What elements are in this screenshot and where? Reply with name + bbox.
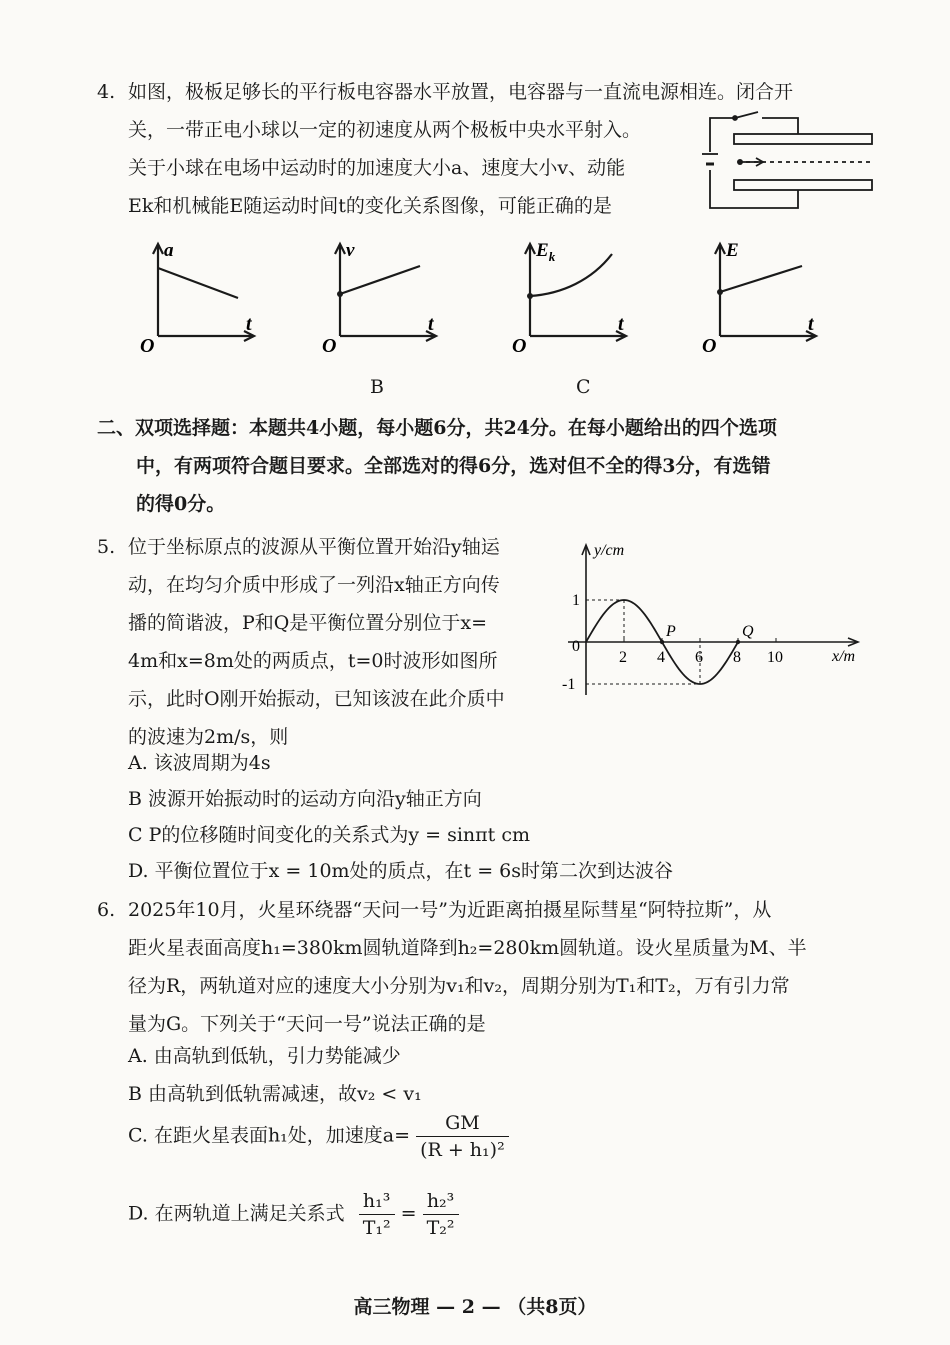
q4-graph-origin: O [702,335,717,355]
charged-ball [737,159,743,165]
q6-option-d-equals: = [400,1202,417,1225]
q6-option-c [128,1112,509,1161]
q4-text-line-1: 如图，极板足够长的平行板电容器水平放置，电容器与一直流电源相连。闭合开 [128,81,794,103]
point-q [736,640,740,644]
circuit-wire-top-left [710,118,735,152]
q5-text-line-3: 播的简谐波，P和Q是平衡位置分别位于x= [128,612,487,634]
q4-graph-origin: O [512,335,527,355]
circuit-wire-top-right [762,118,798,134]
q6-option-d-denominator-1: T₁² [362,1217,391,1239]
x-tick-label: 6 [695,649,703,666]
section2-line-1: 二、双项选择题：本题共4小题，每小题6分，共24分。在每小题给出的四个选项 [97,417,777,439]
section2-line-2: 中，有两项符合题目要求。全部选对的得6分，选对但不全的得3分，有选错 [136,455,771,477]
section2-line-3: 的得0分。 [136,493,226,515]
q6-option-d-numerator-1: h₁³ [359,1190,395,1215]
q4-curve [720,266,802,292]
q6-text-line-1: 2025年10月，火星环绕器“天问一号”为近距离拍摄星际彗星“阿特拉斯”，从 [128,899,772,921]
q4-graph-xlabel: t [618,313,624,335]
upper-plate [734,134,872,144]
q6-option-d-denominator-2: T₂² [426,1217,455,1239]
q6-option-c-numerator: GM [416,1112,509,1137]
q5-text-line-5: 示，此时O刚开始振动，已知该波在此介质中 [128,688,505,710]
q6-option-b: B 由高轨到低轨需减速，故v₂ < v₁ [128,1083,422,1105]
q4-graph-xlabel: t [808,313,814,335]
q4-graph-xlabel: t [246,313,252,335]
q4-curve [158,268,238,298]
q6-option-a: A. 由高轨到低轨，引力势能减少 [128,1045,401,1067]
q6-option-c-denominator: (R + h₁)² [420,1139,505,1161]
q6-option-c-fraction [416,1112,509,1161]
y-tick-label: 1 [572,592,580,609]
q5-text-line-2: 动，在均匀介质中形成了一列沿x轴正方向传 [128,574,500,596]
q4-graph-origin: O [140,335,155,355]
q5-option-d: D. 平衡位置位于x = 10m处的质点，在t = 6s时第二次到达波谷 [128,860,674,882]
q4-number: 4. [97,81,116,103]
point-label-p: P [666,623,676,640]
q4-graph-ylabel: v [346,240,355,261]
point-p [660,640,664,644]
q6-text-line-4: 量为G。下列关于“天问一号”说法正确的是 [128,1013,486,1035]
x-tick-label: 4 [657,649,665,666]
q4-text-line-4: Ek和机械能E随运动时间t的变化关系图像，可能正确的是 [128,195,612,217]
q6-option-d-numerator-2: h₂³ [423,1190,459,1215]
q4-graph-d [702,240,842,355]
q4-graph-origin: O [322,335,337,355]
start-point [717,289,723,295]
q4-curve [340,266,420,294]
y-tick-label: -1 [562,676,576,693]
q6-text-line-2: 距火星表面高度h₁=380km圆轨道降到h₂=280km圆轨道。设火星质量为M、半 [128,937,807,959]
start-point [337,291,343,297]
q6-option-d-fraction-1 [359,1190,395,1239]
q4-graph-ylabel: $E_k$ [536,240,556,264]
q4-graph-b [322,240,462,355]
q4-graph-c [512,240,652,355]
q4-graph-ylabel: E [726,240,739,261]
x-tick-label: 10 [767,649,783,666]
q5-number: 5. [97,536,116,558]
q6-option-c-prefix: C. 在距火星表面h₁处，加速度a= [128,1124,411,1147]
q6-text-line-3: 径为R，两轨道对应的速度大小分别为v₁和v₂，周期分别为T₁和T₂，万有引力常 [128,975,790,997]
wave-graph [560,535,880,705]
x-axis-label: x/m [832,648,856,665]
q5-text-line-6: 的波速为2m/s，则 [128,726,289,748]
circuit-wire-bottom [710,170,798,208]
q5-text-line-1: 位于坐标原点的波源从平衡位置开始沿y轴运 [128,536,500,558]
q5-text-line-4: 4m和x=8m处的两质点，t=0时波形如图所 [128,650,498,672]
q6-option-d-fraction-2 [423,1190,459,1239]
lower-plate [734,180,872,190]
x-tick-label: 2 [619,649,627,666]
start-point [527,293,533,299]
q4-text-line-2: 关，一带正电小球以一定的初速度从两个极板中央水平射入。 [128,119,642,141]
x-tick-label: 8 [733,649,741,666]
y-axis-label: y/cm [594,542,625,559]
q6-number: 6. [97,899,116,921]
q5-option-a: A. 该波周期为4s [128,752,271,774]
q4-text-line-3: 关于小球在电场中运动时的加速度大小a、速度大小v、动能 [128,157,626,179]
switch-icon [735,112,758,118]
q4-graph-xlabel: t [428,313,434,335]
q6-option-d [128,1190,459,1239]
q4-graph-ylabel: a [164,240,174,261]
q4-option-label-c: C [576,376,591,398]
point-label-q: Q [742,623,754,640]
q4-graph-a [140,240,280,355]
page-footer: 高三物理 — 2 — （共8页） [353,1296,597,1318]
q5-option-b: B 波源开始振动时的运动方向沿y轴正方向 [128,788,482,810]
q5-option-c: C P的位移随时间变化的关系式为y = sinπt cm [128,824,530,846]
q6-option-d-prefix: D. 在两轨道上满足关系式 [128,1202,345,1225]
origin-label: 0 [572,638,580,655]
q4-option-label-b: B [370,376,384,398]
capacitor-circuit-diagram [700,110,880,215]
